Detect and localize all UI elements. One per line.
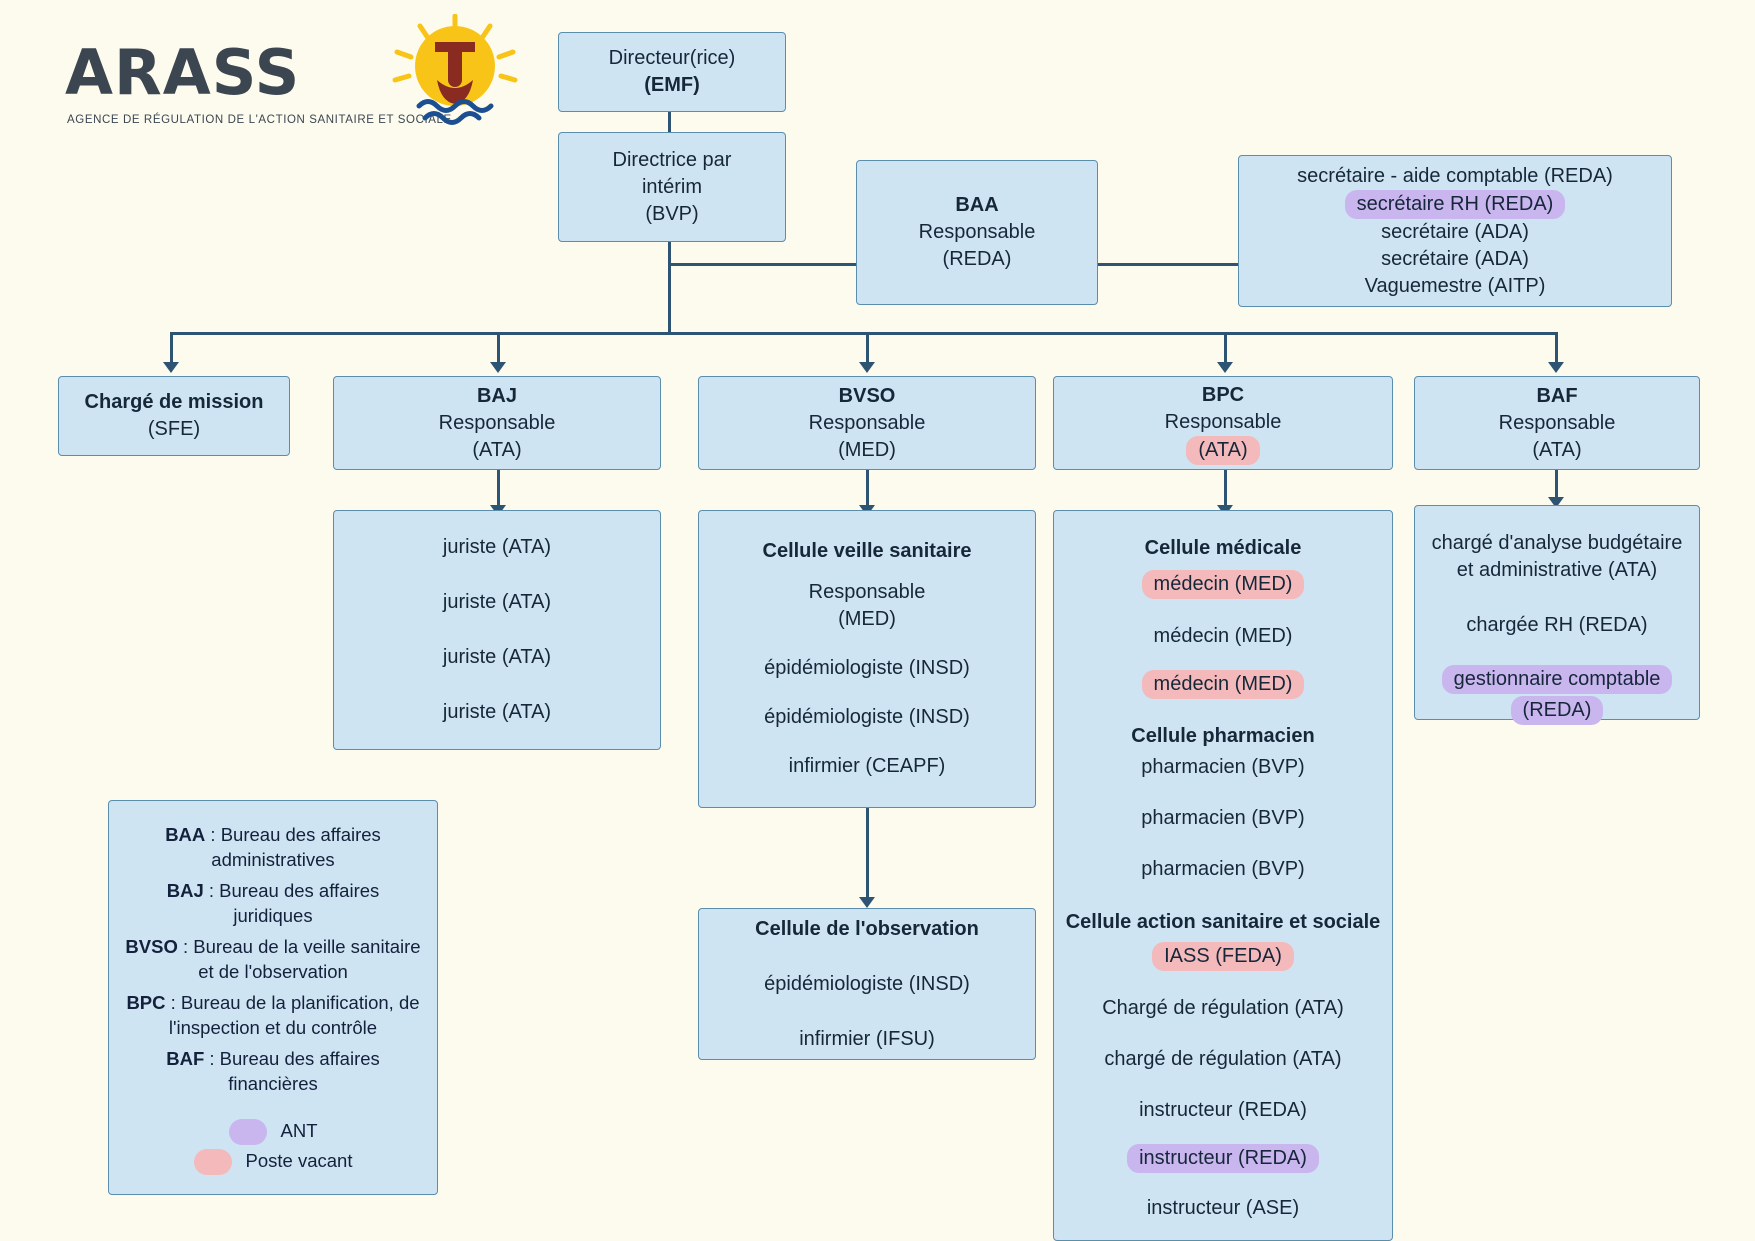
legend-key-ant bbox=[125, 1119, 421, 1145]
legend-code: BAJ bbox=[166, 879, 204, 901]
node-baa[interactable] bbox=[856, 160, 1098, 305]
baj-staff-item: juriste (ATA) bbox=[442, 701, 552, 723]
cellule-pharmacien-item: pharmacien (BVP) bbox=[1141, 756, 1305, 778]
legend-key-vacant bbox=[125, 1149, 421, 1175]
node-baa-staff[interactable] bbox=[1238, 155, 1672, 307]
arrow-bpc bbox=[1217, 362, 1233, 373]
legend-swatch-vacant-icon bbox=[194, 1149, 232, 1175]
cellule-veille-item: (MED) bbox=[838, 608, 896, 630]
connector-veille-to-observation bbox=[866, 808, 869, 903]
bvso-corps: (MED) bbox=[838, 438, 896, 461]
cellule-medicale-item: médecin (MED) bbox=[1142, 570, 1305, 599]
baj-staff-item: juriste (ATA) bbox=[442, 591, 552, 613]
bpc-code: BPC bbox=[1201, 383, 1245, 406]
legend-swatch-ant-icon bbox=[229, 1119, 267, 1145]
legend-key-label: ANT bbox=[280, 1120, 318, 1142]
baf-staff-item: chargé d'analyse budgétaire bbox=[1431, 532, 1683, 554]
charge-mission-title: Chargé de mission bbox=[84, 391, 264, 413]
legend-text: : Bureau des affaires financières bbox=[204, 1047, 380, 1094]
legend-code: BAF bbox=[166, 1047, 205, 1069]
node-baj-staff[interactable] bbox=[333, 510, 661, 750]
bvso-code: BVSO bbox=[838, 384, 896, 407]
baf-staff-item: chargée RH (REDA) bbox=[1466, 614, 1648, 636]
legend-text: : Bureau de la veille sanitaire et de l'observation bbox=[177, 935, 421, 982]
node-charge-mission[interactable] bbox=[58, 376, 290, 456]
baa-staff-item: secrétaire - aide comptable (REDA) bbox=[1297, 164, 1613, 187]
logo-subtitle: AGENCE DE RÉGULATION DE L'ACTION SANITAIRE ET SOCIALE bbox=[67, 114, 452, 126]
cellule-pharmacien-title: Cellule pharmacien bbox=[1131, 725, 1315, 747]
baa-staff-item: secrétaire (ADA) bbox=[1381, 220, 1529, 243]
baa-role: Responsable bbox=[918, 221, 1036, 243]
node-bpc-cells[interactable] bbox=[1053, 510, 1393, 1241]
cellule-action-item: chargé de régulation (ATA) bbox=[1104, 1048, 1342, 1070]
node-baf-staff[interactable] bbox=[1414, 505, 1700, 720]
legend-entry bbox=[125, 935, 421, 985]
bvso-role: Responsable bbox=[808, 411, 926, 434]
cellule-veille-item: infirmier (CEAPF) bbox=[788, 755, 946, 777]
cellule-pharmacien-item: pharmacien (BVP) bbox=[1141, 807, 1305, 829]
connector-directrice-stem bbox=[668, 242, 671, 332]
cellule-action-item: instructeur (REDA) bbox=[1139, 1099, 1307, 1121]
connector-bvso-to-veille bbox=[866, 470, 869, 510]
connector-drop-bvso bbox=[866, 332, 869, 364]
connector-baj-to-staff bbox=[497, 470, 500, 510]
baa-staff-item: Vaguemestre (AITP) bbox=[1364, 274, 1546, 297]
bpc-corps: (ATA) bbox=[1186, 436, 1259, 465]
baf-corps: (ATA) bbox=[1532, 438, 1582, 461]
baa-code: BAA bbox=[955, 194, 999, 216]
connector-directeur-directrice bbox=[668, 110, 671, 132]
legend-code: BAA bbox=[165, 824, 206, 845]
bpc-role: Responsable bbox=[1164, 410, 1282, 433]
node-cellule-observation[interactable] bbox=[698, 908, 1036, 1060]
baj-staff-item: juriste (ATA) bbox=[442, 536, 552, 558]
baf-staff-item: gestionnaire comptable bbox=[1442, 665, 1673, 694]
directrice-line1: Directrice par bbox=[612, 148, 732, 171]
baj-role: Responsable bbox=[438, 411, 556, 434]
directrice-corps: (BVP) bbox=[645, 202, 699, 225]
cellule-action-item: IASS (FEDA) bbox=[1152, 942, 1294, 971]
cellule-action-title: Cellule action sanitaire et sociale bbox=[1065, 911, 1381, 933]
connector-drop-baf bbox=[1555, 332, 1558, 364]
directrice-line2: intérim bbox=[641, 175, 702, 198]
cellule-action-item: instructeur (ASE) bbox=[1146, 1197, 1300, 1219]
directeur-corps: (EMF) bbox=[644, 74, 700, 96]
baf-role: Responsable bbox=[1498, 411, 1616, 434]
cellule-veille-item: épidémiologiste (INSD) bbox=[764, 706, 970, 728]
node-bpc[interactable] bbox=[1053, 376, 1393, 470]
baa-corps: (REDA) bbox=[942, 248, 1012, 270]
node-baj[interactable] bbox=[333, 376, 661, 470]
cellule-action-item: instructeur (REDA) bbox=[1127, 1144, 1319, 1173]
node-bvso[interactable] bbox=[698, 376, 1036, 470]
cellule-action-item: Chargé de régulation (ATA) bbox=[1102, 997, 1344, 1019]
arass-logo bbox=[55, 14, 525, 139]
logo-emblem-icon bbox=[385, 14, 525, 134]
legend-entry bbox=[125, 879, 421, 929]
node-cellule-veille[interactable] bbox=[698, 510, 1036, 808]
arrow-observation bbox=[859, 897, 875, 908]
legend-entry bbox=[125, 823, 421, 873]
arrow-bvso bbox=[859, 362, 875, 373]
node-directrice-interim[interactable] bbox=[558, 132, 786, 242]
node-directeur[interactable] bbox=[558, 32, 786, 112]
baf-staff-item: (REDA) bbox=[1511, 696, 1604, 725]
connector-bpc-to-cells bbox=[1224, 470, 1227, 510]
connector-to-baa bbox=[668, 263, 856, 266]
connector-main-bus bbox=[170, 332, 1555, 335]
legend-entry bbox=[125, 991, 421, 1041]
legend-text: : Bureau de la planification, de l'inspection et du contrôle bbox=[165, 991, 420, 1038]
charge-mission-corps: (SFE) bbox=[147, 418, 201, 440]
legend-text: : Bureau des affaires administratives bbox=[205, 824, 381, 870]
legend-entry bbox=[125, 1047, 421, 1097]
baa-staff-item: secrétaire RH (REDA) bbox=[1345, 190, 1566, 219]
baf-staff-item: et administrative (ATA) bbox=[1456, 559, 1658, 581]
cellule-veille-item: Responsable bbox=[808, 581, 926, 603]
legend-code: BVSO bbox=[125, 935, 178, 957]
connector-drop-charge-mission bbox=[170, 332, 173, 364]
cellule-observation-item: épidémiologiste (INSD) bbox=[764, 972, 970, 995]
baf-code: BAF bbox=[1536, 384, 1578, 407]
legend-text: : Bureau des affaires juridiques bbox=[203, 879, 380, 926]
cellule-veille-title: Cellule veille sanitaire bbox=[762, 540, 972, 562]
connector-drop-baj bbox=[497, 332, 500, 364]
baj-staff-item: juriste (ATA) bbox=[442, 646, 552, 668]
legend-code: BPC bbox=[126, 991, 166, 1013]
cellule-observation-item: infirmier (IFSU) bbox=[799, 1027, 935, 1050]
cellule-medicale-title: Cellule médicale bbox=[1144, 537, 1302, 559]
arrow-baf bbox=[1548, 362, 1564, 373]
legend-panel bbox=[108, 800, 438, 1195]
legend-key-label: Poste vacant bbox=[245, 1150, 353, 1172]
arrow-baj bbox=[490, 362, 506, 373]
arrow-charge-mission bbox=[163, 362, 179, 373]
cellule-medicale-item: médecin (MED) bbox=[1142, 670, 1305, 699]
baa-staff-item: secrétaire (ADA) bbox=[1381, 247, 1529, 270]
cellule-medicale-item: médecin (MED) bbox=[1153, 625, 1293, 647]
logo-wordmark: ARASS bbox=[65, 36, 301, 109]
cellule-veille-item: épidémiologiste (INSD) bbox=[764, 657, 970, 679]
connector-baa-to-staff bbox=[1098, 263, 1238, 266]
node-baf[interactable] bbox=[1414, 376, 1700, 470]
connector-drop-bpc bbox=[1224, 332, 1227, 364]
baj-code: BAJ bbox=[476, 384, 517, 407]
directeur-title: Directeur(rice) bbox=[608, 47, 736, 69]
cellule-pharmacien-item: pharmacien (BVP) bbox=[1141, 858, 1305, 880]
cellule-observation-title: Cellule de l'observation bbox=[755, 917, 979, 940]
baj-corps: (ATA) bbox=[472, 438, 522, 461]
